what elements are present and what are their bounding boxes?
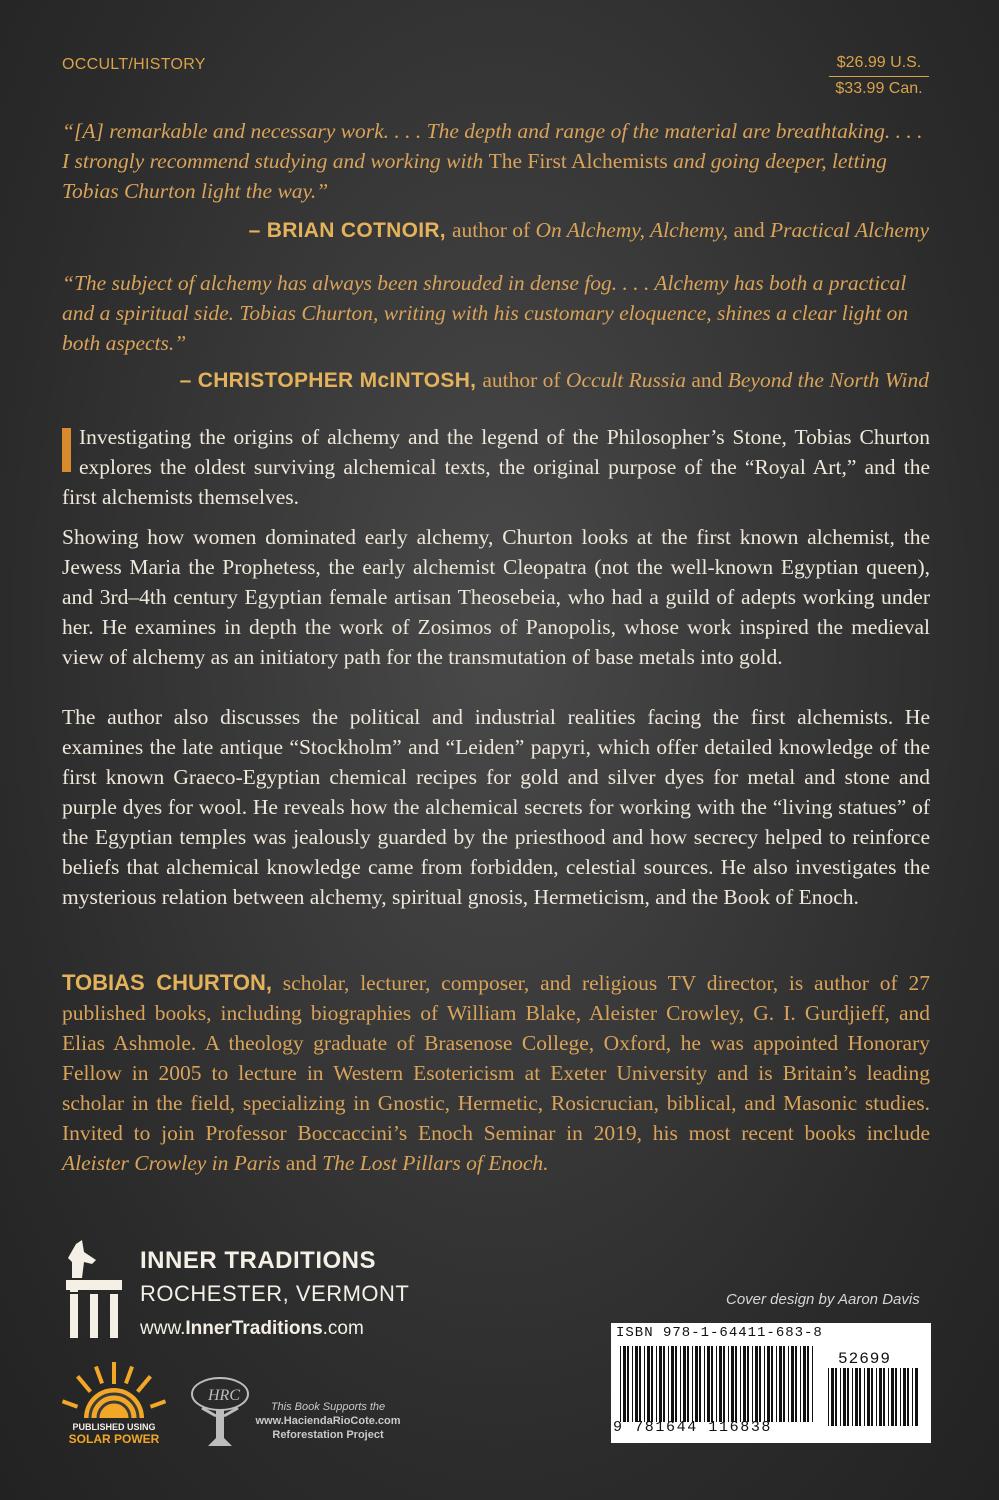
dropcap-mark bbox=[62, 428, 71, 472]
author-bio: TOBIAS CHURTON, scholar, lecturer, composer, and religious TV director, is author of 27 published books, including biographies of William Blake, Aleister Crowley, G. I. Gurdjieff, and Elias Ashmole. A theology graduate of Brasenose College, Oxford, he was appointed Honorary Fellow in 2005 to lecture in Western Esotericism at Exeter University and is Britain’s leading scholar in the field, specializing in Gnostic, Hermetic, Rosicrucian, biblical, and Masonic studies. Invited to join Professor Boccaccini’s Enoch Seminar in 2019, his most recent books include Aleister Crowley in Paris and The Lost Pillars of Enoch. bbox=[62, 970, 931, 1175]
isbn-digits: 9 781644 116838 bbox=[613, 1419, 773, 1436]
solar-text-bottom: SOLAR POWER bbox=[68, 1432, 160, 1446]
publisher-name: INNER TRADITIONS bbox=[140, 1247, 376, 1274]
reforestation-text: This Book Supports the www.HaciendaRioCote.com Reforestation Project bbox=[255, 1401, 401, 1441]
description-paragraph-1: Investigating the origins of alchemy and the legend of the Philosopher’s Stone, Tobias Churton explores the oldest surviving alchemical texts, the original purpose of the “Royal Art,” and the first alchemists themselves. bbox=[62, 425, 930, 509]
quote-2: “The subject of alchemy has always been shrouded in dense fog. . . . Alchemy has both a practical and a spiritual side. Tobias Churton, writing with his customary eloquence, shines a clear light on both aspects.” bbox=[62, 271, 909, 355]
price-us: $26.99 U.S. bbox=[829, 54, 929, 77]
isbn-barcode bbox=[618, 1346, 818, 1422]
isbn-label: ISBN 978-1-64411-683-8 bbox=[616, 1325, 823, 1341]
price-can: $33.99 Can. bbox=[835, 80, 923, 97]
tree-icon bbox=[186, 1372, 256, 1448]
quote-1: “[A] remarkable and necessary work. . . . The depth and range of the material are breathtaking. . . . I strongly recommend studying and working with The First Alchemists and going deeper, letting Tobias Churton light the way.” bbox=[62, 119, 923, 203]
publisher-location: ROCHESTER, VERMONT bbox=[140, 1281, 410, 1306]
barcode-price-code: 52699 bbox=[838, 1350, 892, 1368]
description-paragraph-2: Showing how women dominated early alchemy, Churton looks at the first known alchemist, the Jewess Maria the Prophetess, the early alchemist Cleopatra (not the well-known Egyptian queen), and 3rd–4th century Egyptian female artisan Theosebeia, who had a guild of adepts working under her. He examines in depth the work of Zosimos of Panopolis, whose work inspired the medieval view of alchemy as an initiatory path for the transmutation of base metals into gold. bbox=[62, 525, 930, 669]
svg-text:HRC: HRC bbox=[208, 1387, 240, 1404]
solar-text-top: PUBLISHED USING bbox=[72, 1422, 156, 1432]
publisher-website[interactable]: www.InnerTraditions.com bbox=[140, 1318, 364, 1339]
price-barcode bbox=[826, 1368, 922, 1426]
category-label: OCCULT/HISTORY bbox=[62, 56, 206, 73]
quote-2-attribution: – CHRISTOPHER McINTOSH, author of Occult Russia and Beyond the North Wind bbox=[179, 368, 929, 392]
description-paragraph-3: The author also discusses the political and industrial realities facing the first alchemists. He examines the late antique “Stockholm” and “Leiden” papyri, which offer detailed knowledge of the first known Graeco-Egyptian chemical recipes for gold and silver dyes for metal and stone and purple dyes for wool. He reveals how the alchemical secrets for working with the “living statues” of the Egyptian temples was jealously guarded by the priesthood and how secrecy helped to reinforce beliefs that alchemical knowledge came from forbidden, celestial sources. He also investigates the mysterious relation between alchemy, spiritual gnosis, Hermeticism, and the Book of Enoch. bbox=[62, 705, 930, 909]
cover-design-credit: Cover design by Aaron Davis bbox=[726, 1291, 920, 1308]
quote-1-attribution: – BRIAN COTNOIR, author of On Alchemy, Alchemy, and Practical Alchemy bbox=[248, 218, 929, 242]
anubis-iti-logo-icon bbox=[62, 1238, 126, 1342]
